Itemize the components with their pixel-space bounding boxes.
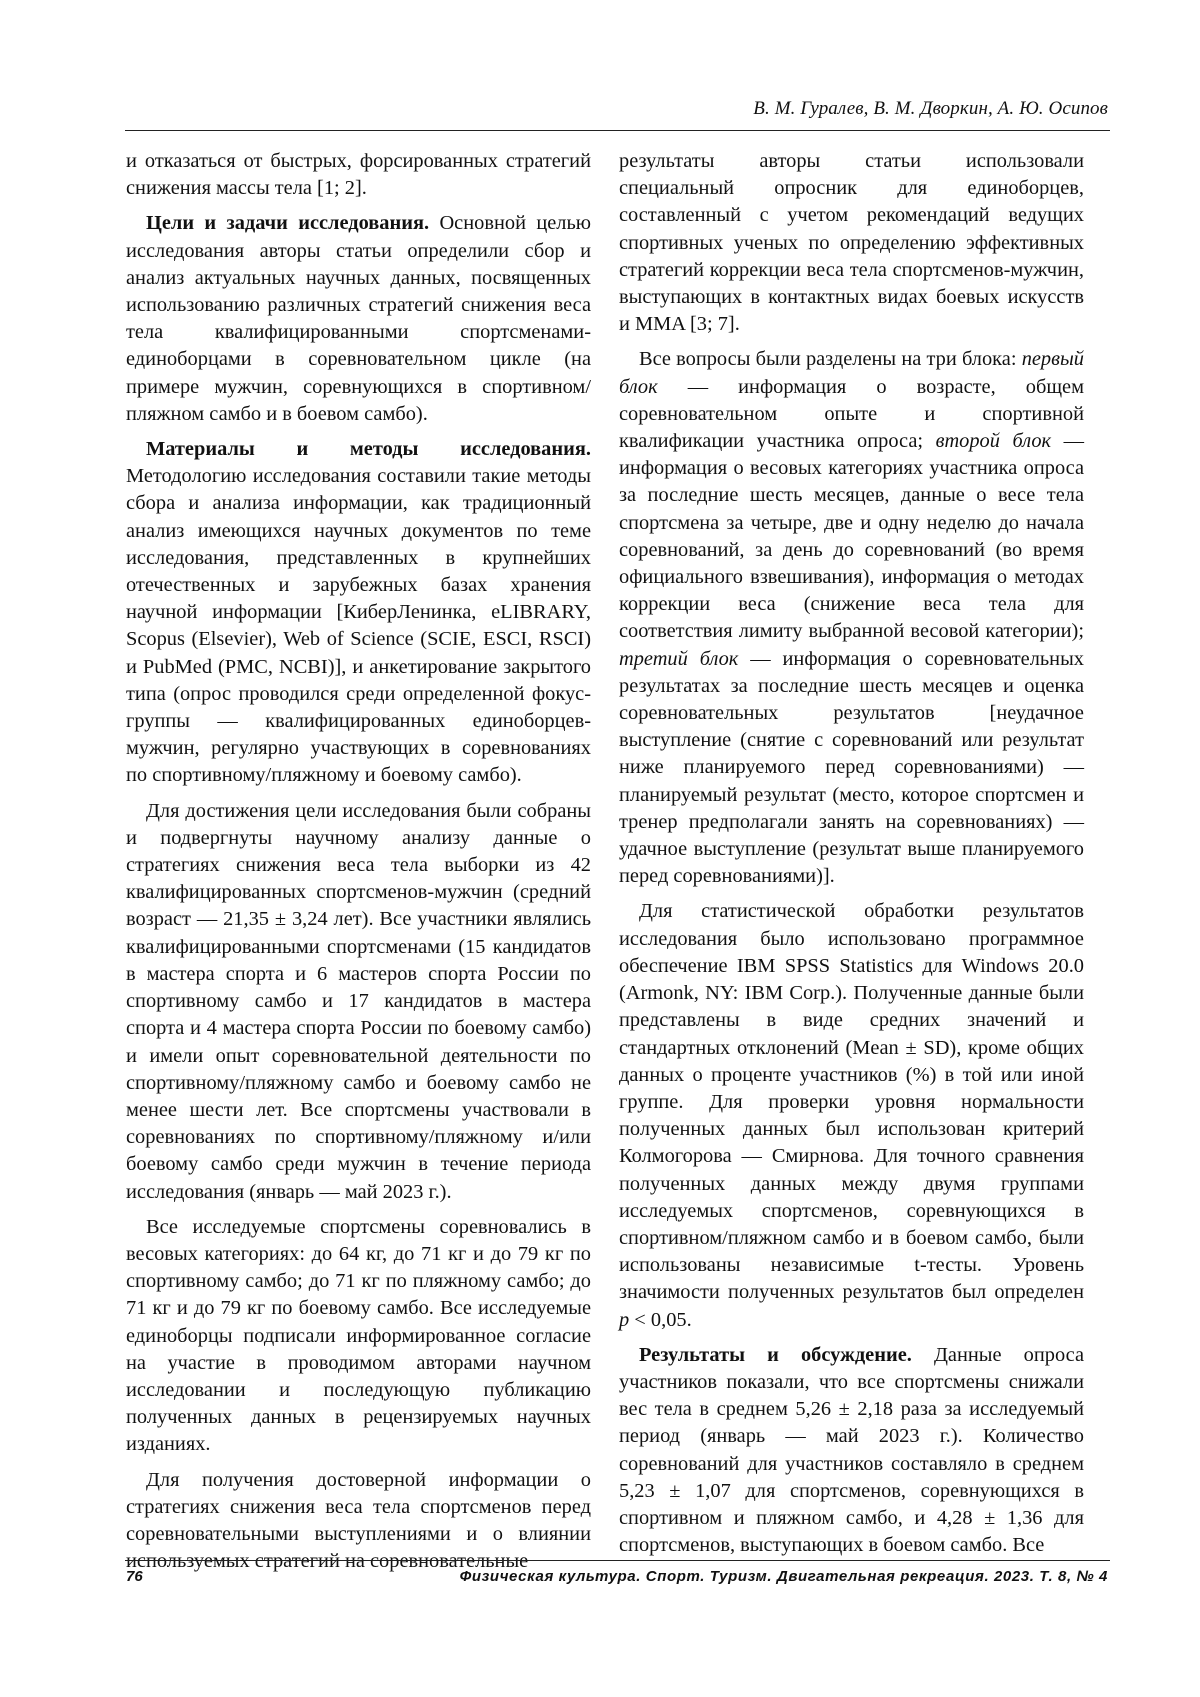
running-head-authors: В. М. Гуралев, В. М. Дворкин, А. Ю. Осипов (753, 98, 1108, 119)
paragraph-aims (126, 210, 591, 428)
paragraph-text: Для достижения цели исследования были собраны и подвергнуты научному анализу данные о стратегиях снижения веса тела выборки из 42 квалифицированных спортсменов-мужчин (средний возраст — 21,35 ± 3,24 лет). Все участники являлись квалифицированными спортсменами (15 кандидатов в мастера спорта и 6 мастеров спорта России по спортивному самбо и 17 кандидатов в мастера спорта и 4 мастера спорта России по боевому самбо) и имели опыт соревновательной деятельности по спортивному/пляжному самбо и боевому самбо не менее шести лет. Все спортсмены участвовали в соревнованиях по спортивному/пляжному и/или боевому самбо среди мужчин в течение периода исследования (январь — май 2023 г.). (126, 799, 591, 1203)
paragraph-text: результаты авторы статьи использовали специальный опросник для единоборцев, составленный с учетом рекомендаций ведущих спортивных ученых по определению эффективных стратегий коррекции веса тела спортсменов-мужчин, выступающих в контактных видах боевых искусств и MMA [3; 7]. (619, 150, 1084, 336)
paragraph-statistics (619, 898, 1084, 1333)
paragraph-text: Методологию исследования составили такие методы сбора и анализа информации, как традиционный анализ имеющихся научных документов по теме исследования, представленных в крупнейших отечественных и зарубежных базах хранения научной информации [КиберЛенинка, eLIBRARY, Scopus (Elsevier), Web of Science (SCIE, ESCI, RSCI) и PubMed (PMC, NCBI)], и анкетирование закрытого типа (опрос проводился среди определенной фокус-группы — квалифицированных единоборцев-мужчин, регулярно участвующих в соревнованиях по спортивному/пляжному и боевому самбо). (126, 465, 591, 787)
paragraph-text: Данные опроса участников показали, что все спортсмены снижали вес тела в среднем 5,26 ± 2,18 раза за исследуемый период (январь — май 2023 г.). Количество соревнований для участников составляло в среднем 5,23 ± 1,07 для спортсменов, соревнующихся в спортивном и пляжном самбо, и 4,28 ± 1,36 для спортсменов, выступающих в боевом самбо. Все (619, 1343, 1084, 1557)
right-column (619, 148, 1084, 1567)
paragraph-text: и отказаться от быстрых, форсированных стратегий снижения массы тела [1; 2]. (126, 150, 591, 200)
paragraph-methods (126, 436, 591, 790)
term-third-block: третий блок (619, 647, 739, 670)
paragraph-text: Основной целью исследования авторы статьи определили сбор и анализ актуальных научных данных, посвященных использованию различных стратегий снижения веса тела квалифицированными спортсменами-единоборцами в соревновательном цикле (на примере мужчин, соревнующихся в спортивном/пляжном самбо и в боевом самбо). (126, 212, 591, 425)
header-rule (125, 130, 1110, 131)
footer-rule (125, 1560, 1110, 1561)
paragraph-text: Все вопросы были разделены на три блока: (639, 348, 1022, 371)
paragraph-blocks (619, 346, 1084, 890)
term-second-block: второй блок (935, 430, 1052, 453)
left-column (126, 148, 591, 1583)
paragraph-text: — информация о весовых категориях участника опроса за последние шесть месяцев, данные о весе тела спортсмена за четыре, две и одну неделю до начала соревнований, за день до соревнований (во время официального взвешивания), информация о методах коррекции веса (снижение веса тела для соответствия лимиту выбранной весовой категории); (619, 430, 1084, 643)
paragraph (619, 148, 1084, 338)
page-number: 76 (126, 1568, 143, 1585)
paragraph (126, 148, 591, 202)
section-heading-methods: Материалы и методы исследования. (146, 438, 591, 461)
paragraph-text: Для статистической обработки результатов исследования было использовано программное обеспечение IBM SPSS Statistics для Windows 20.0 (Armonk, NY: IBM Corp.). Полученные данные были представлены в виде средних значений и стандартных отклонений (Mean ± SD), кроме общих данных о проценте участников (%) в той или иной группе. Для проверки уровня нормальности полученных данных был использован критерий Колмогорова — Смирнова. Для точного сравнения полученных данных между двумя группами исследуемых спортсменов, соревнующихся в спортивном/пляжном самбо и в боевом самбо, были использованы независимые t-тесты. Уровень значимости полученных результатов был определен (619, 900, 1084, 1304)
paragraph-text: Все исследуемые спортсмены соревновались в весовых категориях: до 64 кг, до 71 кг и до 79 кг по спортивному самбо; до 71 кг по пляжному самбо; до 71 кг и до 79 кг по боевому самбо. Все исследуемые единоборцы подписали информированное согласие на участие в проводимом авторами научном исследовании и последующую публикацию полученных данных в рецензируемых научных изданиях. (126, 1215, 591, 1456)
paragraph (126, 798, 591, 1206)
paragraph-text: Для получения достоверной информации о стратегиях снижения веса тела спортсменов перед соревновательными выступлениями и о влиянии используемых стратегий на соревновательные (126, 1468, 591, 1573)
term-first-block: первый блок (619, 348, 1084, 398)
section-heading-aims: Цели и задачи исследования. (146, 212, 430, 235)
paragraph-text: < 0,05. (629, 1308, 692, 1331)
p-value-symbol: p (619, 1308, 630, 1331)
paragraph-results (619, 1342, 1084, 1560)
paragraph (126, 1214, 591, 1459)
journal-title: Физическая культура. Спорт. Туризм. Двигательная рекреация. 2023. Т. 8, № 4 (459, 1568, 1108, 1585)
paragraph-text: — информация о возрасте, общем соревновательном опыте и спортивной квалификации участника опроса; (619, 375, 1084, 453)
paragraph-text: — информация о соревновательных результатах за последние шесть месяцев и оценка соревновательных результатов [неудачное выступление (снятие с соревнований или результат ниже планируемого перед соревнованиями) — планируемый результат (место, которое спортсмен и тренер предполагали занять на соревнованиях) — удачное выступление (результат выше планируемого перед соревнованиями)]. (619, 647, 1084, 888)
section-heading-results: Результаты и обсуждение. (639, 1343, 912, 1366)
